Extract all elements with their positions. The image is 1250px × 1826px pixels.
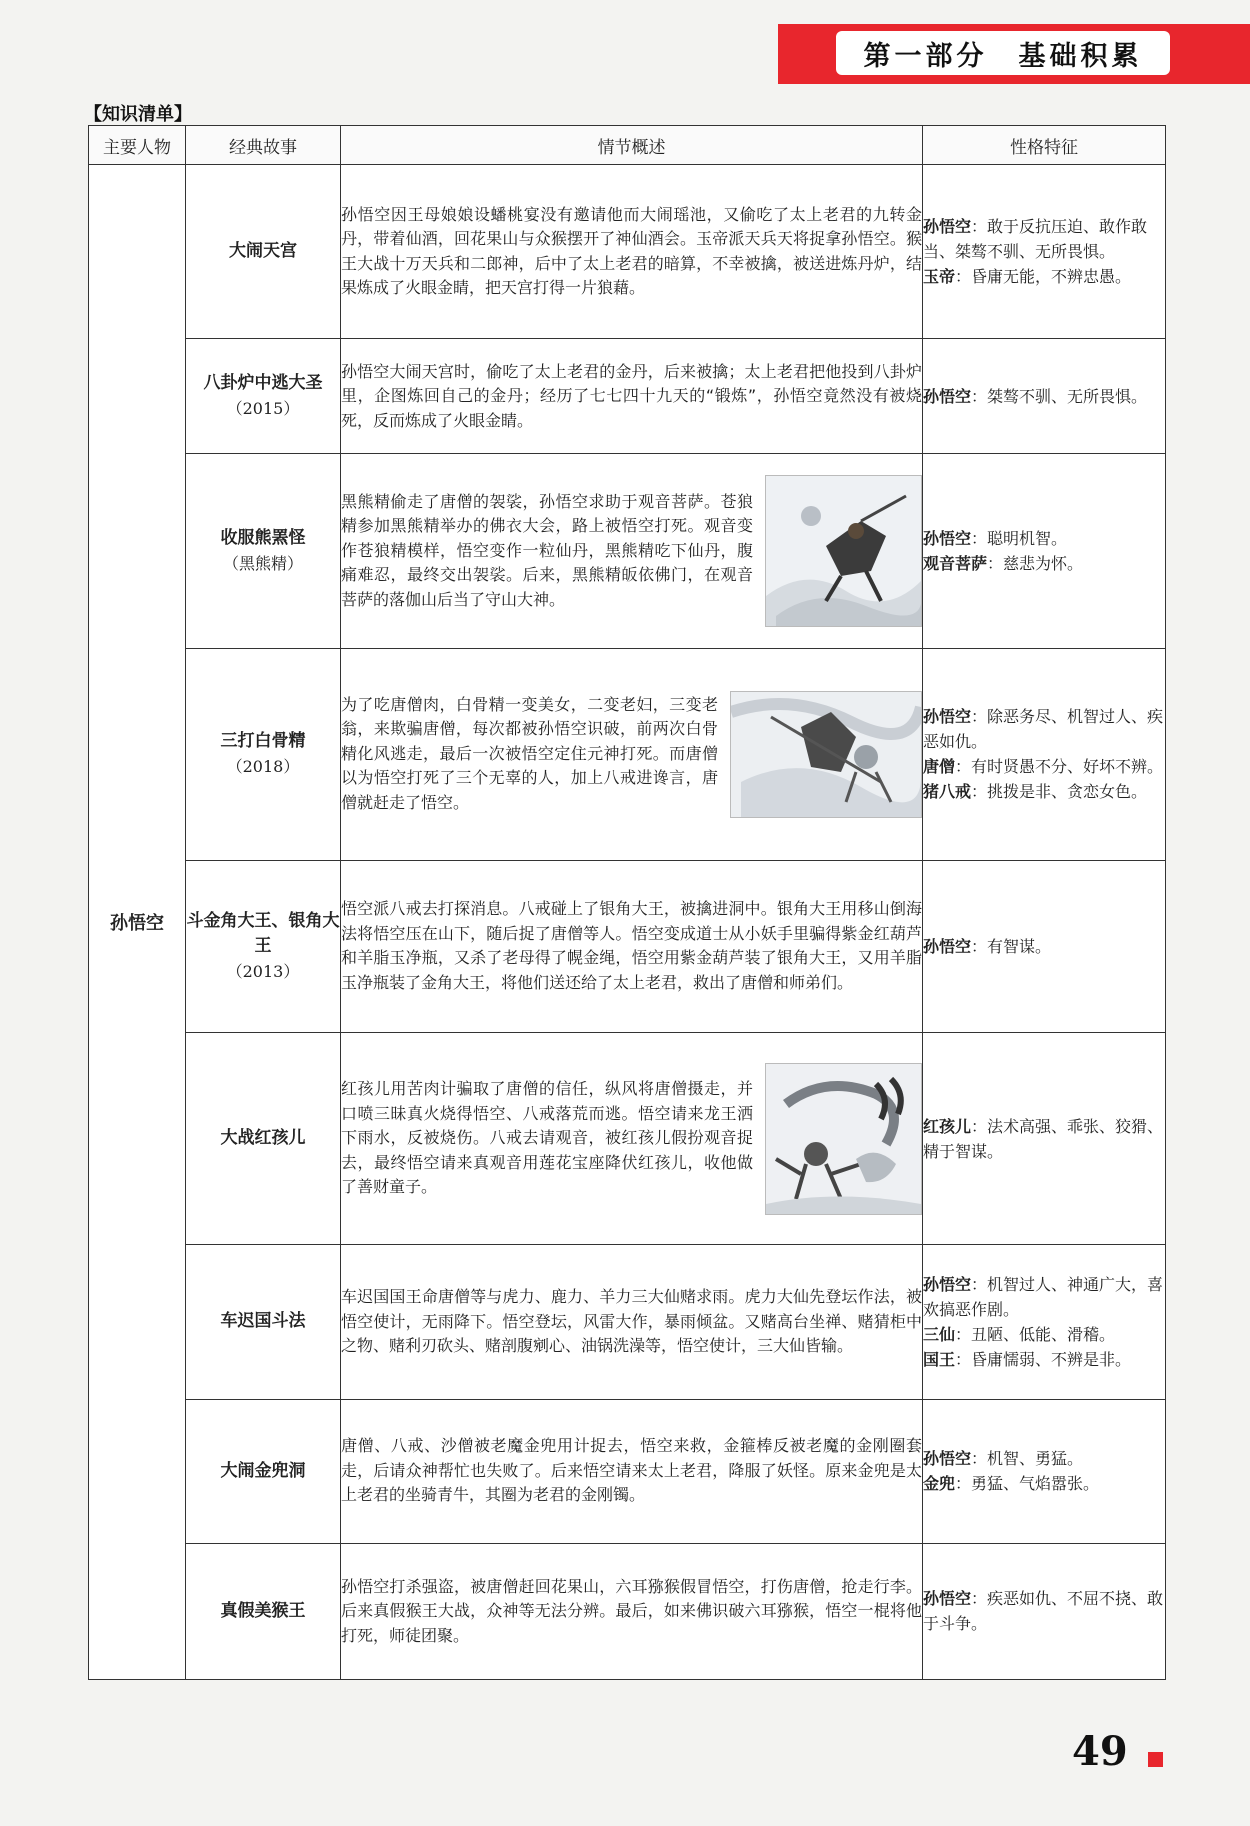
page-marker-square [1148,1752,1163,1767]
trait-character: 猪八戒 [923,782,972,802]
trait-line: 红孩儿：法术高强、乖张、狡猾、精于智谋。 [923,1116,1164,1161]
story-cell [186,860,341,1032]
header-person: 主要人物 [89,126,186,165]
trait-character: 红孩儿 [923,1116,972,1136]
trait-text: 敢于反抗压迫、敢作敢当、桀骜不驯、无所畏惧。 [923,217,1148,262]
story-title: 三打白骨精 [220,731,306,752]
header-plot: 情节概述 [341,126,923,165]
story-title: 真假美猴王 [220,1600,306,1621]
trait-character: 观音菩萨 [923,553,988,573]
trait-character: 玉帝 [923,267,956,287]
trait-text: 聪明机智。 [987,528,1068,548]
trait-cell [923,165,1166,339]
trait-text: 法术高强、乖张、狡猾、精于智谋。 [923,1116,1164,1161]
story-title: 大闹天宫 [229,241,297,262]
plot-cell [341,1033,923,1245]
story-cell [186,648,341,860]
chapter-title: 第一部分 基础积累 [836,31,1170,75]
trait-text: 除恶务尽、机智过人、疾恶如仇。 [923,707,1164,752]
table-row [89,1543,1166,1679]
trait-line: 孙悟空：聪明机智。 [923,528,1068,548]
trait-line: 观音菩萨：慈悲为怀。 [923,553,1084,573]
page-number: 49 [1072,1728,1128,1775]
trait-cell [923,1245,1166,1399]
story-cell [186,1245,341,1399]
story-year: （2015） [226,399,300,419]
trait-line: 三仙：丑陋、低能、滑稽。 [923,1324,1116,1344]
trait-character: 金兜 [923,1474,956,1494]
trait-text: 慈悲为怀。 [1003,553,1084,573]
story-title: 车迟国斗法 [220,1311,306,1332]
story-cell [186,165,341,339]
trait-character: 孙悟空 [923,1274,972,1294]
trait-cell [923,648,1166,860]
plot-cell: 唐僧、八戒、沙僧被老魔金兜用计捉去，悟空来救，金箍棒反被老魔的金刚圈套走，后请众神帮忙也失败了。后来悟空请来太上老君，降服了妖怪。原来金兜是太上老君的坐骑青牛，其圈为老君的金刚镯。 [341,1399,923,1543]
trait-text: 桀骜不驯、无所畏惧。 [987,386,1148,406]
trait-line: 孙悟空：疾恶如仇、不屈不挠、敢于斗争。 [923,1589,1164,1634]
story-cell [186,1399,341,1543]
trait-character: 孙悟空 [923,386,972,406]
story-cell [186,1033,341,1245]
story-title: 收服熊罴怪 [220,527,306,548]
trait-line: 金兜：勇猛、气焰嚣张。 [923,1474,1100,1494]
plot-cell [341,454,923,648]
trait-cell [923,1399,1166,1543]
trait-line: 孙悟空：机智、勇猛。 [923,1449,1084,1469]
header-traits: 性格特征 [923,126,1166,165]
trait-character: 孙悟空 [923,1449,972,1469]
table-row [89,165,1166,339]
trait-cell [923,339,1166,454]
trait-character: 孙悟空 [923,1589,972,1609]
plot-cell: 孙悟空大闹天宫时，偷吃了太上老君的金丹，后来被擒；太上老君把他投到八卦炉里，企图炼回自己的金丹；经历了七七四十九天的“锻炼”，孙悟空竟然没有被烧死，反而炼成了火眼金睛。 [341,339,923,454]
table-row [89,339,1166,454]
trait-line: 孙悟空：桀骜不驯、无所畏惧。 [923,386,1148,406]
trait-line: 唐僧：有时贤愚不分、好坏不辨。 [923,757,1164,777]
trait-line: 玉帝：昏庸无能，不辨忠愚。 [923,267,1132,287]
table-row [89,1399,1166,1543]
plot-cell: 孙悟空因王母娘娘设蟠桃宴没有邀请他而大闹瑶池，又偷吃了太上老君的九转金丹，带着仙酒，回花果山与众猴摆开了神仙酒会。玉帝派天兵天将捉拿孙悟空。猴王大战十万天兵和二郎神，后中了太上老君的暗算，不幸被擒，被送进炼丹炉，结果炼成了火眼金睛，把天宫打得一片狼藉。 [341,165,923,339]
person-cell: 孙悟空 [89,165,186,1680]
header-story: 经典故事 [186,126,341,165]
story-title: 八卦炉中逃大圣 [203,373,323,394]
table-row [89,1245,1166,1399]
trait-character: 孙悟空 [923,217,972,237]
red-boy-fire-battle-illustration [765,1063,922,1215]
knowledge-table [88,125,1166,1680]
trait-character: 孙悟空 [923,936,972,956]
trait-line: 孙悟空：除恶务尽、机智过人、疾恶如仇。 [923,707,1164,752]
trait-line: 孙悟空：有智谋。 [923,936,1052,956]
trait-line: 孙悟空：机智过人、神通广大，喜欢搞恶作剧。 [923,1274,1164,1319]
trait-character: 孙悟空 [923,528,972,548]
trait-text: 有时贤愚不分、好坏不辨。 [971,757,1164,777]
table-row [89,860,1166,1032]
story-year: （2013） [226,961,300,981]
story-year: （黑熊精） [222,553,303,573]
story-cell [186,1543,341,1679]
story-title: 大闹金兜洞 [220,1460,306,1481]
trait-text: 昏庸懦弱、不辨是非。 [971,1349,1132,1369]
plot-cell: 孙悟空打杀强盗，被唐僧赶回花果山，六耳猕猴假冒悟空，打伤唐僧，抢走行李。后来真假猴王大战，众神等无法分辨。最后，如来佛识破六耳猕猴，悟空一棍将他打死，师徒团聚。 [341,1543,923,1679]
trait-line: 猪八戒：挑拨是非、贪恋女色。 [923,782,1148,802]
table-row [89,454,1166,648]
trait-text: 机智过人、神通广大，喜欢搞恶作剧。 [923,1274,1164,1319]
trait-character: 三仙 [923,1324,956,1344]
monkey-fighting-bear-illustration [765,475,922,627]
trait-cell [923,860,1166,1032]
trait-text: 昏庸无能，不辨忠愚。 [971,267,1132,287]
story-cell [186,454,341,648]
story-title: 大战红孩儿 [220,1128,306,1149]
table-header-row [89,126,1166,165]
story-title: 斗金角大王、银角大王 [186,910,340,956]
table-row [89,1033,1166,1245]
trait-text: 有智谋。 [987,936,1052,956]
trait-character: 孙悟空 [923,707,972,727]
trait-cell [923,454,1166,648]
plot-cell [341,648,923,860]
trait-text: 挑拨是非、贪恋女色。 [987,782,1148,802]
trait-cell [923,1543,1166,1679]
plot-text: 黑熊精偷走了唐僧的袈裟，孙悟空求助于观音菩萨。苍狼精参加黑熊精举办的佛衣大会，路上被悟空打死。观音变作苍狼精模样，悟空变作一粒仙丹，黑熊精吃下仙丹，腹痛难忍，最终交出袈裟。后来，黑熊精皈依佛门，在观音菩萨的落伽山后当了守山大神。 [341,491,753,609]
trait-line: 孙悟空：敢于反抗压迫、敢作敢当、桀骜不驯、无所畏惧。 [923,217,1148,262]
story-cell [186,339,341,454]
table-row [89,648,1166,860]
plot-cell: 车迟国国王命唐僧等与虎力、鹿力、羊力三大仙赌求雨。虎力大仙先登坛作法，被悟空使计，无雨降下。悟空登坛，风雷大作，暴雨倾盆。又赌高台坐禅、赌猜柜中之物、赌利刃砍头、赌剖腹剜心、油锅洗澡等，悟空使计，三大仙皆输。 [341,1245,923,1399]
section-label: 【知识清单】 [84,104,192,125]
trait-text: 勇猛、气焰嚣张。 [971,1474,1100,1494]
plot-text: 为了吃唐僧肉，白骨精一变美女，二变老妇，三变老翁，来欺骗唐僧，每次都被孙悟空识破，前两次白骨精化风逃走，最后一次被悟空定住元神打死。而唐僧以为悟空打死了三个无辜的人，加上八戒进谗言，唐僧就赶走了悟空。 [341,694,718,812]
trait-character: 唐僧 [923,757,956,777]
trait-text: 机智、勇猛。 [987,1449,1084,1469]
trait-text: 疾恶如仇、不屈不挠、敢于斗争。 [923,1589,1164,1634]
trait-line: 国王：昏庸懦弱、不辨是非。 [923,1349,1132,1369]
trait-text: 丑陋、低能、滑稽。 [971,1324,1116,1344]
white-bone-demon-battle-illustration [730,691,922,818]
trait-cell [923,1033,1166,1245]
trait-character: 国王 [923,1349,956,1369]
story-year: （2018） [226,757,300,777]
plot-text: 红孩儿用苦肉计骗取了唐僧的信任，纵风将唐僧摄走，并口喷三昧真火烧得悟空、八戒落荒而逃。悟空请来龙王洒下雨水，反被烧伤。八戒去请观音，被红孩儿假扮观音捉去，最终悟空请来真观音用莲花宝座降伏红孩儿，收他做了善财童子。 [341,1079,753,1197]
plot-cell: 悟空派八戒去打探消息。八戒碰上了银角大王，被擒进洞中。银角大王用移山倒海法将悟空压在山下，随后捉了唐僧等人。悟空变成道士从小妖手里骗得紫金红葫芦和羊脂玉净瓶，又杀了老母得了幌金绳，悟空用紫金葫芦装了银角大王，又用羊脂玉净瓶装了金角大王，将他们送还给了太上老君，救出了唐僧和师弟们。 [341,860,923,1032]
